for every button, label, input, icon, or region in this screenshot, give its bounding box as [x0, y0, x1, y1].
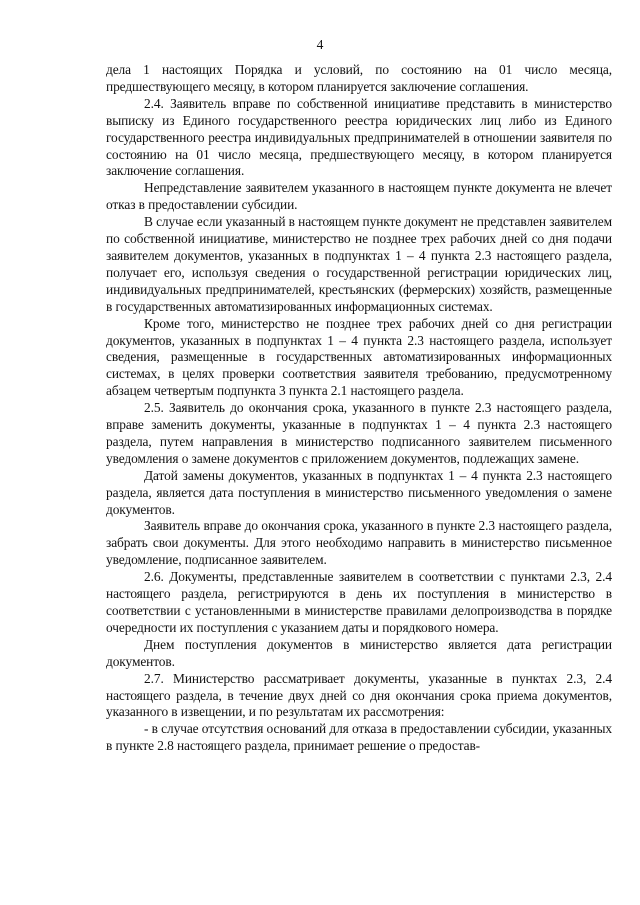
paragraph-2-7: 2.7. Министерство рассматривает документы, указанные в пунктах 2.3, 2.4 настоящего раздела, в течение двух дней со дня окончания срока приема документов, указанного в извещении, и по результатам их рассмотрения:	[106, 670, 612, 720]
paragraph-continuation: дела 1 настоящих Порядка и условий, по состоянию на 01 число месяца, предшествующего месяцу, в котором планируется заключение соглашения.	[106, 62, 612, 94]
paragraph: Непредставление заявителем указанного в настоящем пункте документа не влечет отказ в предоставлении субсидии.	[106, 180, 612, 213]
paragraph: Датой замены документов, указанных в подпунктах 1 – 4 пункта 2.3 настоящего раздела, является дата поступления в министерство письменного уведомления о замене документов.	[106, 467, 612, 517]
paragraph: Кроме того, министерство не позднее трех рабочих дней со дня регистрации документов, указанных в подпунктах 1 – 4 пункта 2.3 настоящего раздела, использует сведения, размещенные в государственных автоматизированных информационных системах, в целях проверки соответствия заявителя требованию, предусмотренному абзацем четвертым подпункта 3 пункта 2.1 настоящего раздела.	[106, 315, 612, 399]
paragraph: Заявитель вправе до окончания срока, указанного в пункте 2.3 настоящего раздела, забрать свои документы. Для этого необходимо направить в министерство письменное уведомление, подписанное заявителем.	[106, 518, 612, 568]
paragraph: В случае если указанный в настоящем пункте документ не представлен заявителем по собственной инициативе, министерство не позднее трех рабочих дней со дня подачи заявителем документов, указанных в подпунктах 1 – 4 пункта 2.3 настоящего раздела, получает его, используя сведения о государственной регистрации юридических лиц, индивидуальных предпринимателей, крестьянских (фермерских) хозяйств, размещенные в государственных автоматизированных информационных системах.	[106, 214, 612, 314]
paragraph-2-5: 2.5. Заявитель до окончания срока, указанного в пункте 2.3 настоящего раздела, вправе заменить документы, указанные в подпунктах 1 – 4 пункта 2.3 настоящего раздела, путем направления в министерство подписанного заявителем письменного уведомления о замене документов с приложением документов, подлежащих замене.	[106, 400, 612, 466]
paragraph-2-6: 2.6. Документы, представленные заявителем в соответствии с пунктами 2.3, 2.4 настоящего раздела, регистрируются в день их поступления в министерство в соответствии с установленными в министерстве правилами делопроизводства в порядке очередности их поступления с указанием даты и порядкового номера.	[106, 569, 612, 635]
document-body	[106, 62, 612, 755]
page-number: 4	[316, 37, 324, 52]
paragraph: Днем поступления документов в министерство является дата регистрации документов.	[106, 636, 612, 669]
paragraph-list-item: - в случае отсутствия оснований для отказа в предоставлении субсидии, указанных в пункте 2.8 настоящего раздела, принимает решение о предостав-	[106, 721, 612, 754]
paragraph-2-4: 2.4. Заявитель вправе по собственной инициативе представить в министерство выписку из Единого государственного реестра юридических лиц либо из Единого государственного реестра индивидуальных предпринимателей в отношении заявителя по состоянию на 01 число месяца, предшествующего месяцу, в котором планируется заключение соглашения.	[106, 95, 612, 179]
